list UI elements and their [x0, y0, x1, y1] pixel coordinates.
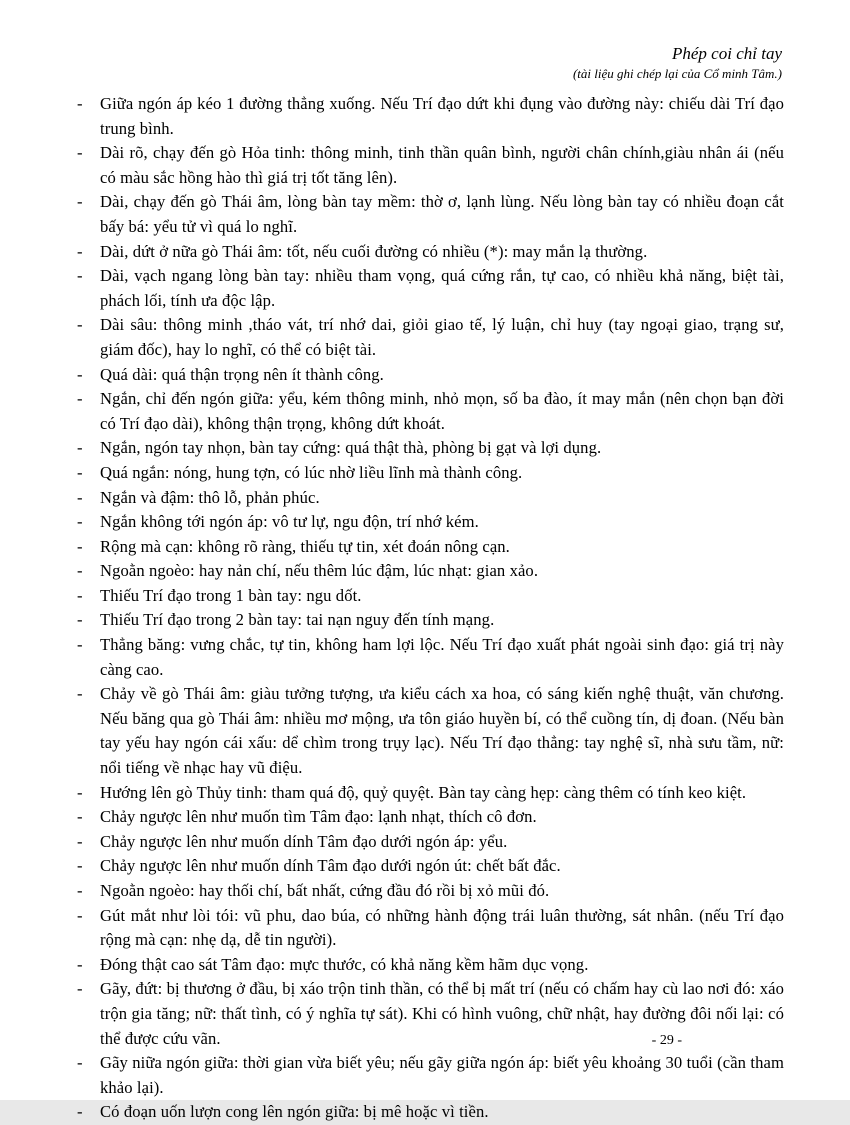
- bullet-dash: -: [77, 364, 83, 384]
- list-item-text: Quá dài: quá thận trọng nên ít thành công.: [100, 364, 384, 384]
- list-item-text: Dài, chạy đến gò Thái âm, lòng bàn tay mềm: thờ ơ, lạnh lùng. Nếu lòng bàn tay có nhiều đoạn cắt bấy bá: yểu tử vì quá lo nghĩ.: [100, 192, 784, 236]
- list-item-text: Ngắn, ngón tay nhọn, bàn tay cứng: quá thật thà, phòng bị gạt và lợi dụng.: [100, 438, 602, 458]
- list-item-text: Chảy ngược lên như muốn tìm Tâm đạo: lạnh nhạt, thích cô đơn.: [100, 807, 537, 827]
- document-title: Phép coi chỉ tay: [672, 44, 782, 63]
- list-item: [68, 584, 784, 609]
- bullet-dash: -: [77, 512, 83, 532]
- list-item: [68, 510, 784, 535]
- bullet-dash: -: [77, 315, 83, 335]
- list-item-text: Giữa ngón áp kéo 1 đường thẳng xuống. Nếu Trí đạo dứt khi đụng vào đường này: chiếu dài Trí đạo trung bình.: [100, 94, 784, 138]
- list-item: [68, 461, 784, 486]
- bullet-dash: -: [77, 807, 83, 827]
- list-item: [68, 953, 784, 978]
- list-item: [68, 535, 784, 560]
- list-item: [68, 904, 784, 953]
- bullet-dash: -: [77, 881, 83, 900]
- list-item-text: Chảy ngược lên như muốn dính Tâm đạo dưới ngón út: chết bất đắc.: [100, 856, 561, 876]
- list-item: [68, 682, 784, 780]
- list-item-text: Thiếu Trí đạo trong 1 bàn tay: ngu dốt.: [100, 585, 362, 605]
- bullet-dash: -: [77, 266, 83, 286]
- list-item-text: Gãy, đứt: bị thương ở đầu, bị xáo trộn tinh thần, có thể bị mất trí (nếu có chấm hay cù lao nơi đó: xáo trộn gia tăng; nữ: thất tình, có ý nghĩa tự sát). Khi có hình vuông, chữ nhật, hay đường đôi nối lại: có thể được cứu vãn.: [100, 979, 784, 1048]
- list-item-text: Dài rõ, chạy đến gò Hỏa tinh: thông minh, tinh thần quân bình, người chân chính,giàu nhân ái (nếu có màu sắc hồng hào thì giá trị tốt tăng lên).: [100, 143, 784, 187]
- list-item-text: Có đoạn uốn lượn cong lên ngón giữa: bị mê hoặc vì tiền.: [100, 1102, 489, 1122]
- list-item: [68, 363, 784, 388]
- list-item-text: Thẳng băng: vưng chắc, tự tin, không ham lợi lộc. Nếu Trí đạo xuất phát ngoài sinh đạo: giá trị này càng cao.: [100, 635, 784, 679]
- list-item: [68, 1100, 784, 1125]
- bullet-list: [68, 92, 784, 1125]
- list-item: [68, 264, 784, 313]
- bullet-dash: -: [77, 389, 83, 409]
- list-item-text: Đóng thật cao sát Tâm đạo: mực thước, có khả năng kềm hãm dục vọng.: [100, 954, 589, 974]
- list-item-text: Thiếu Trí đạo trong 2 bàn tay: tai nạn nguy đến tính mạng.: [100, 610, 495, 630]
- bullet-dash: -: [77, 487, 83, 507]
- list-item-text: Ngoằn ngoèo: hay thối chí, bất nhất, cứng đầu đó rồi bị xỏ mũi đó.: [100, 881, 550, 900]
- list-item: [68, 879, 784, 904]
- bullet-dash: -: [77, 831, 83, 851]
- list-item: [68, 387, 784, 436]
- list-item: [68, 781, 784, 806]
- bullet-dash: -: [77, 462, 83, 482]
- bullet-dash: -: [77, 94, 83, 113]
- list-item-text: Gãy niữa ngón giữa: thời gian vừa biết yêu; nếu gãy giữa ngón áp: biết yêu khoảng 30 tuổi (cần tham khảo lại).: [100, 1053, 784, 1097]
- bullet-dash: -: [77, 438, 83, 458]
- bullet-dash: -: [77, 856, 83, 876]
- list-item: [68, 805, 784, 830]
- list-item: [68, 633, 784, 682]
- list-item: [68, 190, 784, 239]
- page-footer: [0, 1033, 782, 1049]
- list-item: [68, 559, 784, 584]
- list-item: [68, 141, 784, 190]
- list-item-text: Quá ngắn: nóng, hung tợn, có lúc nhờ liều lĩnh mà thành công.: [100, 462, 523, 482]
- bullet-dash: -: [77, 782, 83, 802]
- bullet-dash: -: [77, 1053, 83, 1073]
- bullet-dash: -: [77, 536, 83, 556]
- bullet-dash: -: [77, 585, 83, 605]
- list-item: [68, 830, 784, 855]
- list-item-text: Ngắn không tới ngón áp: vô tư lự, ngu độn, trí nhớ kém.: [100, 512, 479, 532]
- bullet-dash: -: [77, 610, 83, 630]
- bullet-dash: -: [77, 241, 83, 261]
- list-item: [68, 1051, 784, 1100]
- list-item-text: Ngoằn ngoèo: hay nản chí, nếu thêm lúc đậm, lúc nhạt: gian xảo.: [100, 561, 539, 581]
- bullet-dash: -: [77, 954, 83, 974]
- list-item-text: Rộng mà cạn: không rõ ràng, thiếu tự tin, xét đoán nông cạn.: [100, 536, 510, 556]
- bullet-dash: -: [77, 635, 83, 655]
- list-item-text: Dài sâu: thông minh ,tháo vát, trí nhớ dai, giỏi giao tế, lý luận, chỉ huy (tay ngoại giao, trạng sư, giám đốc), hay lo nghĩ, có thể có biệt tài.: [100, 315, 784, 359]
- list-item: [68, 313, 784, 362]
- bullet-dash: -: [77, 684, 83, 704]
- bullet-dash: -: [77, 905, 83, 925]
- list-item-text: Hướng lên gò Thủy tinh: tham quá độ, quỷ quyệt. Bàn tay càng hẹp: càng thêm có tính keo kiệt.: [100, 782, 747, 802]
- bullet-dash: -: [77, 1102, 83, 1122]
- page-number: - 29 -: [651, 1033, 682, 1048]
- document-subtitle: (tài liệu ghi chép lại của Cổ minh Tâm.): [572, 66, 782, 81]
- list-item: [68, 608, 784, 633]
- bullet-dash: -: [77, 979, 83, 999]
- bullet-dash: -: [77, 143, 83, 163]
- page-header: [573, 44, 782, 82]
- list-item-text: Dài, vạch ngang lòng bàn tay: nhiều tham vọng, quá cứng rắn, tự cao, có nhiều khả năng, biệt tài, phách lối, tính ưa độc lập.: [100, 266, 784, 310]
- list-item: [68, 436, 784, 461]
- list-item-text: Gút mắt như lòi tói: vũ phu, dao búa, có những hành động trái luân thường, sát nhân. (nếu Trí đạo rộng mà cạn: nhẹ dạ, dễ tin người).: [100, 905, 784, 950]
- list-item-text: Ngắn, chỉ đến ngón giữa: yểu, kém thông minh, nhỏ mọn, số ba đào, ít may mắn (nên chọn bạn đời có Trí đạo dài), không thận trọng, không dứt khoát.: [100, 389, 784, 433]
- list-item: [68, 854, 784, 879]
- list-item-text: Chảy ngược lên như muốn dính Tâm đạo dưới ngón áp: yểu.: [100, 831, 508, 851]
- bullet-dash: -: [77, 192, 83, 212]
- list-item-text: Chảy về gò Thái âm: giàu tưởng tượng, ưa kiểu cách xa hoa, có sáng kiến nghệ thuật, văn chương. Nếu băng qua gò Thái âm: nhiều mơ mộng, ưa tôn giáo huyền bí, có thể cuồng tín, dị đoan. (Nếu bàn tay yếu hay ngón cái xấu: dể chìm trong trụy lạc). Nếu Trí đạo thẳng: tay nghệ sĩ, nhà sưu tầm, nữ: nổi tiếng về nhạc hay vũ điệu.: [100, 684, 784, 778]
- list-item: [68, 92, 784, 141]
- list-item: [68, 486, 784, 511]
- list-item: [68, 240, 784, 265]
- list-item-text: Ngắn và đậm: thô lỗ, phản phúc.: [100, 487, 320, 507]
- bullet-dash: -: [77, 561, 83, 581]
- list-item-text: Dài, dứt ở nữa gò Thái âm: tốt, nếu cuối đường có nhiều (*): may mắn lạ thường.: [100, 241, 648, 261]
